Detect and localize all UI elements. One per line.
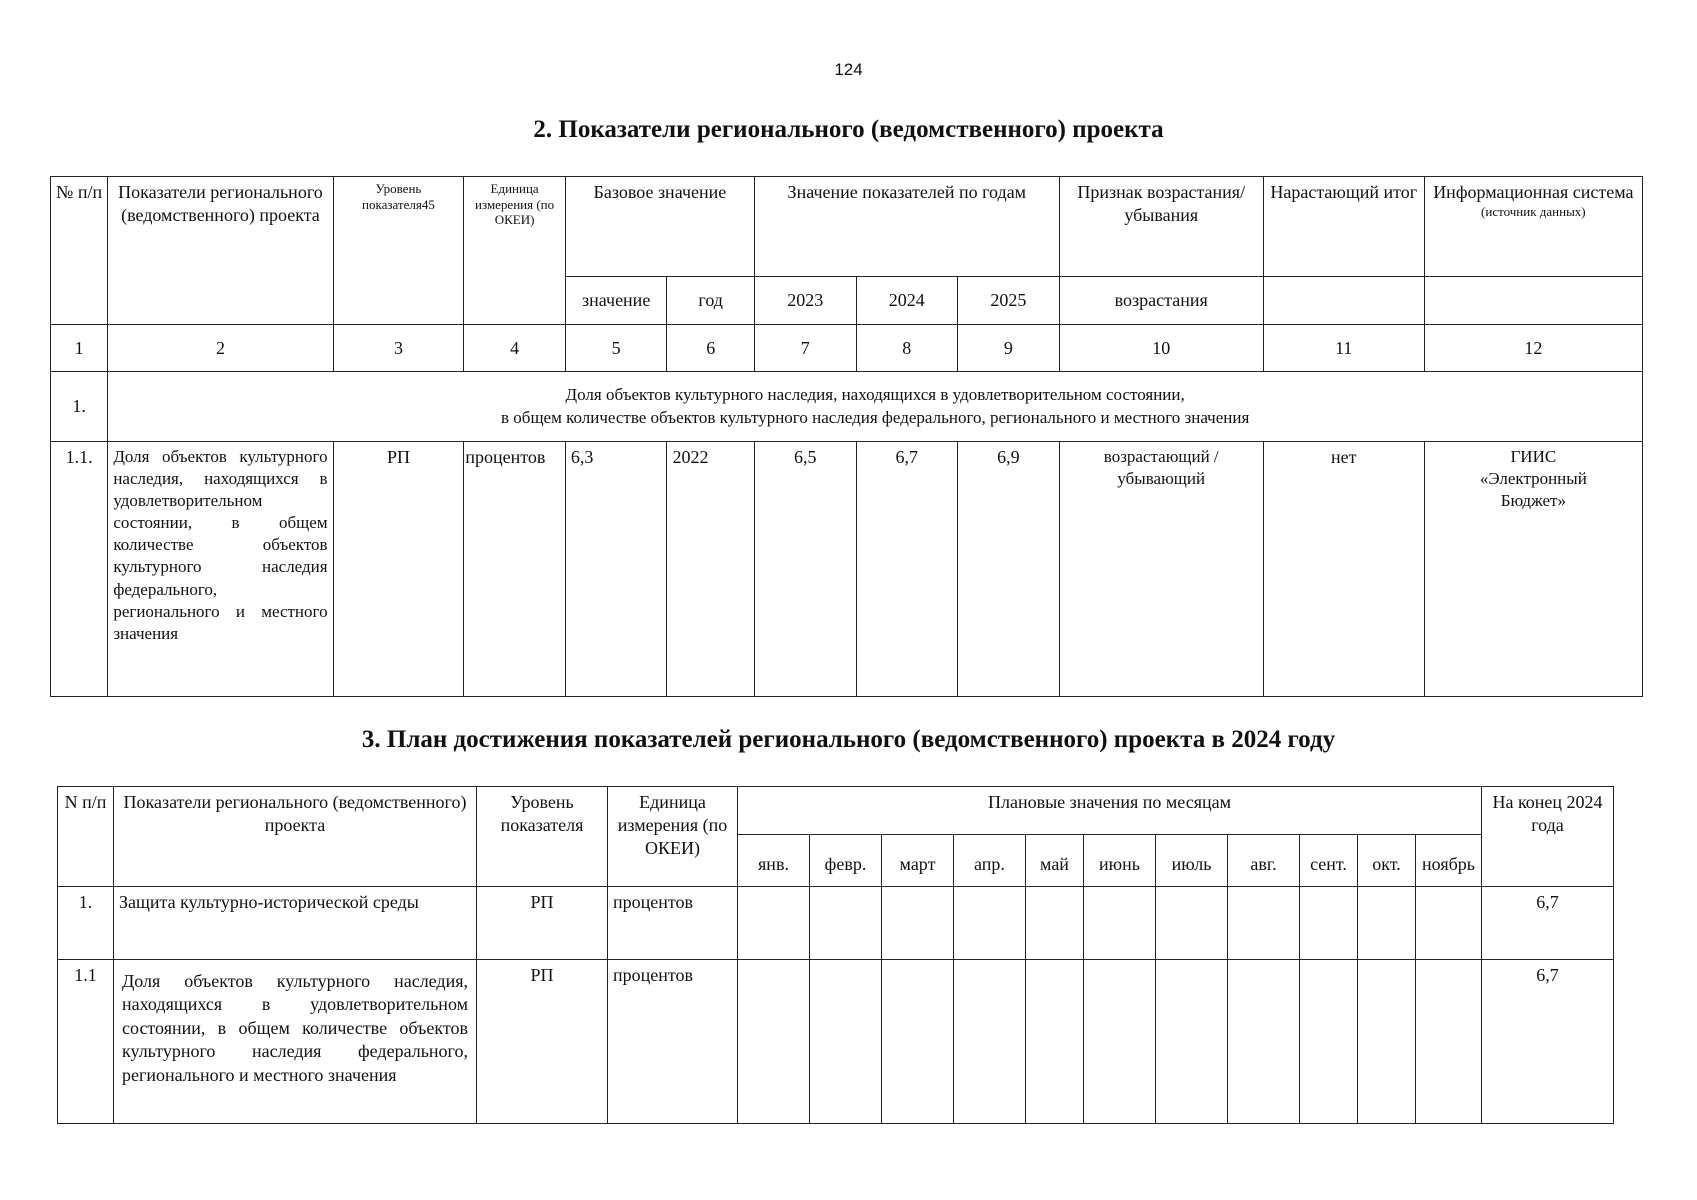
month-header: май	[1026, 835, 1084, 887]
month-header: окт.	[1358, 835, 1416, 887]
header-year: год	[667, 277, 755, 325]
plan-row-level: РП	[477, 960, 608, 1124]
month-cell	[954, 960, 1026, 1124]
month-cell	[1084, 960, 1156, 1124]
col-number: 9	[958, 325, 1060, 372]
header-info-system-label: Информационная система	[1433, 182, 1634, 202]
section-3-title: 3. План достижения показателей регионального (ведомственного) проекта в 2024 году	[361, 726, 1336, 753]
col-number: 7	[754, 325, 856, 372]
table-row	[58, 960, 1614, 1124]
plan-row-end-value: 6,7	[1482, 960, 1614, 1124]
month-cell	[1358, 887, 1416, 960]
month-cell	[1416, 887, 1482, 960]
month-cell	[738, 887, 810, 960]
header-info-system	[1424, 177, 1642, 277]
month-cell	[1084, 887, 1156, 960]
month-cell	[1156, 887, 1228, 960]
plan-row-num: 1.	[58, 887, 114, 960]
header-base-value: Базовое значение	[565, 177, 754, 277]
row-cumulative: нет	[1263, 442, 1424, 697]
group-title	[108, 372, 1643, 442]
row-value-2025: 6,9	[958, 442, 1060, 697]
month-cell	[1228, 960, 1300, 1124]
header-empty-1	[1263, 277, 1424, 325]
month-header: июнь	[1084, 835, 1156, 887]
row-indicator: Доля объектов культурного наследия, находящихся в удовлетворительном состоянии, в общем количестве объектов культурного наследия федерального, регионального и местного значения	[108, 442, 333, 697]
month-header: янв.	[738, 835, 810, 887]
table-row	[58, 887, 1614, 960]
month-header: март	[882, 835, 954, 887]
plan-row-indicator: Доля объектов культурного наследия, находящихся в удовлетворительном состоянии, в общем количестве объектов культурного наследия федерального, регионального и местного значения	[114, 960, 477, 1124]
month-cell	[1416, 960, 1482, 1124]
plan-header-unit: Единица измерения (по ОКЕИ)	[608, 787, 738, 887]
row-num: 1.1.	[51, 442, 108, 697]
indicators-table	[50, 176, 1643, 697]
plan-header-monthly: Плановые значения по месяцам	[738, 787, 1482, 835]
header-num: № п/п	[51, 177, 108, 325]
row-unit: процентов	[464, 442, 566, 697]
month-cell	[1358, 960, 1416, 1124]
col-number: 2	[108, 325, 333, 372]
row-sign: возрастающий / убывающий	[1059, 442, 1263, 697]
col-number: 8	[856, 325, 958, 372]
page-number: 124	[834, 60, 863, 79]
header-unit: Единица измерения (по ОКЕИ)	[464, 177, 566, 325]
col-number: 5	[565, 325, 667, 372]
plan-header-indicator: Показатели регионального (ведомственного) проекта	[114, 787, 477, 887]
group-row	[51, 372, 1643, 442]
plan-row-unit: процентов	[608, 887, 738, 960]
col-number: 4	[464, 325, 566, 372]
header-year-2023: 2023	[754, 277, 856, 325]
plan-header-end-year: На конец 2024 года	[1482, 787, 1614, 887]
month-cell	[882, 887, 954, 960]
plan-table	[57, 786, 1614, 1124]
month-cell	[954, 887, 1026, 960]
group-num: 1.	[51, 372, 108, 442]
month-header: авг.	[1228, 835, 1300, 887]
plan-row-level: РП	[477, 887, 608, 960]
plan-header-level: Уровень показателя	[477, 787, 608, 887]
plan-row-end-value: 6,7	[1482, 887, 1614, 960]
month-header: сент.	[1300, 835, 1358, 887]
month-header: июль	[1156, 835, 1228, 887]
row-value-2023: 6,5	[754, 442, 856, 697]
month-header: ноябрь	[1416, 835, 1482, 887]
row-info-system: ГИИС «Электронный Бюджет»	[1424, 442, 1642, 697]
plan-row-indicator: Защита культурно-исторической среды	[114, 887, 477, 960]
col-number: 1	[51, 325, 108, 372]
month-cell	[1300, 960, 1358, 1124]
col-number: 6	[667, 325, 755, 372]
month-cell	[1300, 887, 1358, 960]
month-cell	[1228, 887, 1300, 960]
month-cell	[1156, 960, 1228, 1124]
row-level: РП	[333, 442, 464, 697]
header-increase: возрастания	[1059, 277, 1263, 325]
row-value-2024: 6,7	[856, 442, 958, 697]
header-empty-2	[1424, 277, 1642, 325]
col-number: 12	[1424, 325, 1642, 372]
section-2-title: 2. Показатели регионального (ведомственного) проекта	[533, 116, 1164, 143]
plan-row-unit: процентов	[608, 960, 738, 1124]
plan-row-num: 1.1	[58, 960, 114, 1124]
month-cell	[1026, 887, 1084, 960]
month-header: февр.	[810, 835, 882, 887]
row-base-year: 2022	[667, 442, 755, 697]
group-title-line1: Доля объектов культурного наследия, находящихся в удовлетворительном состоянии,	[565, 385, 1185, 405]
month-cell	[738, 960, 810, 1124]
table-row	[51, 442, 1643, 697]
month-cell	[1026, 960, 1084, 1124]
col-number: 10	[1059, 325, 1263, 372]
plan-header-num: N п/п	[58, 787, 114, 887]
header-info-source: (источник данных)	[1481, 203, 1586, 219]
header-year-2024: 2024	[856, 277, 958, 325]
col-number: 11	[1263, 325, 1424, 372]
row-base-value: 6,3	[565, 442, 667, 697]
header-year-2025: 2025	[958, 277, 1060, 325]
header-level: Уровень показателя45	[333, 177, 464, 325]
header-indicator: Показатели регионального (ведомственного) проекта	[108, 177, 333, 325]
group-title-line2: в общем количестве объектов культурного наследия федерального, регионального и местного значения	[501, 407, 1250, 427]
col-number: 3	[333, 325, 464, 372]
month-header: апр.	[954, 835, 1026, 887]
month-cell	[810, 887, 882, 960]
month-cell	[810, 960, 882, 1124]
header-years-value: Значение показателей по годам	[754, 177, 1059, 277]
header-cumulative: Нарастающий итог	[1263, 177, 1424, 277]
header-value: значение	[565, 277, 667, 325]
month-cell	[882, 960, 954, 1124]
header-sign: Признак возрастания/ убывания	[1059, 177, 1263, 277]
